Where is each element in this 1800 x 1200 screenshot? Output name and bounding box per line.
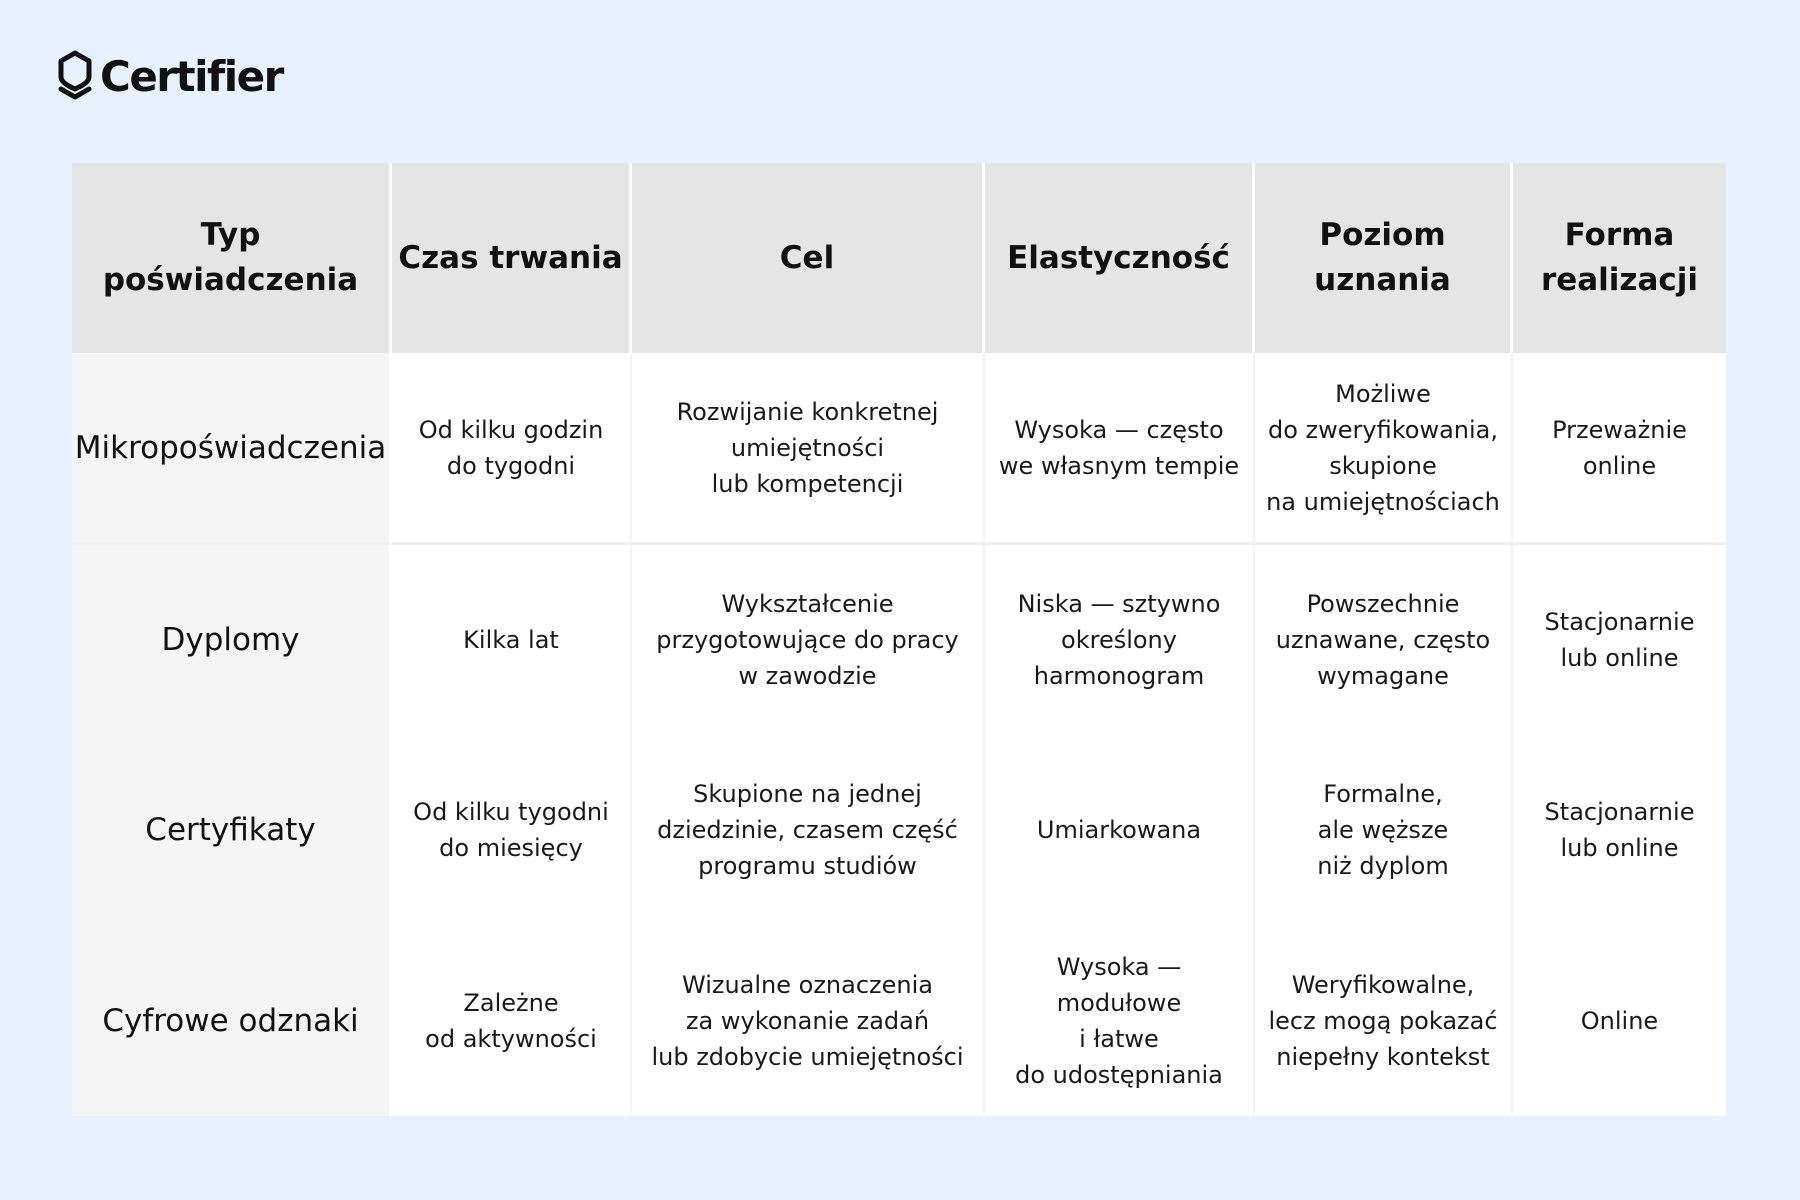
row-label-diplomas: Dyplomy: [72, 545, 392, 735]
header-duration: Czas trwania: [392, 163, 632, 353]
table-cell: Od kilku godzin do tygodni: [392, 353, 632, 545]
header-recognition: Poziom uznania: [1255, 163, 1513, 353]
table-cell: Stacjonarnie lub online: [1513, 545, 1726, 735]
row-label-micro-credentials: Mikropoświadczenia: [72, 353, 392, 545]
table-cell: Formalne, ale węższe niż dyplom: [1255, 735, 1513, 925]
header-delivery: Forma realizacji: [1513, 163, 1726, 353]
row-label-certificates: Certyfikaty: [72, 735, 392, 925]
table-cell: Niska — sztywno określony harmonogram: [985, 545, 1255, 735]
table-cell: Online: [1513, 925, 1726, 1116]
header-flexibility: Elastyczność: [985, 163, 1255, 353]
brand-name: Certifier: [100, 52, 283, 101]
brand-logo: [56, 46, 283, 108]
table-cell: Wykształcenie przygotowujące do pracy w zawodzie: [632, 545, 985, 735]
row-label-digital-badges: Cyfrowe odznaki: [72, 925, 392, 1116]
table-cell: Przeważnie online: [1513, 353, 1726, 545]
table-cell: Rozwijanie konkretnej umiejętności lub kompetencji: [632, 353, 985, 545]
table-cell: Stacjonarnie lub online: [1513, 735, 1726, 925]
shield-stack-logo-icon: [56, 49, 94, 105]
table-cell: Wysoka — modułowe i łatwe do udostępniania: [985, 925, 1255, 1116]
table-cell: Powszechnie uznawane, często wymagane: [1255, 545, 1513, 735]
table-cell: Skupione na jednej dziedzinie, czasem część programu studiów: [632, 735, 985, 925]
comparison-table: [72, 163, 1726, 1116]
table-cell: Od kilku tygodni do miesięcy: [392, 735, 632, 925]
table-cell: Zależne od aktywności: [392, 925, 632, 1116]
table-cell: Wysoka — często we własnym tempie: [985, 353, 1255, 545]
header-credential-type: Typ poświadczenia: [72, 163, 392, 353]
table-cell: Weryfikowalne, lecz mogą pokazać niepełny kontekst: [1255, 925, 1513, 1116]
table-cell: Umiarkowana: [985, 735, 1255, 925]
table-cell: Kilka lat: [392, 545, 632, 735]
table-cell: Wizualne oznaczenia za wykonanie zadań lub zdobycie umiejętności: [632, 925, 985, 1116]
table-cell: Możliwe do zweryfikowania, skupione na umiejętnościach: [1255, 353, 1513, 545]
header-goal: Cel: [632, 163, 985, 353]
